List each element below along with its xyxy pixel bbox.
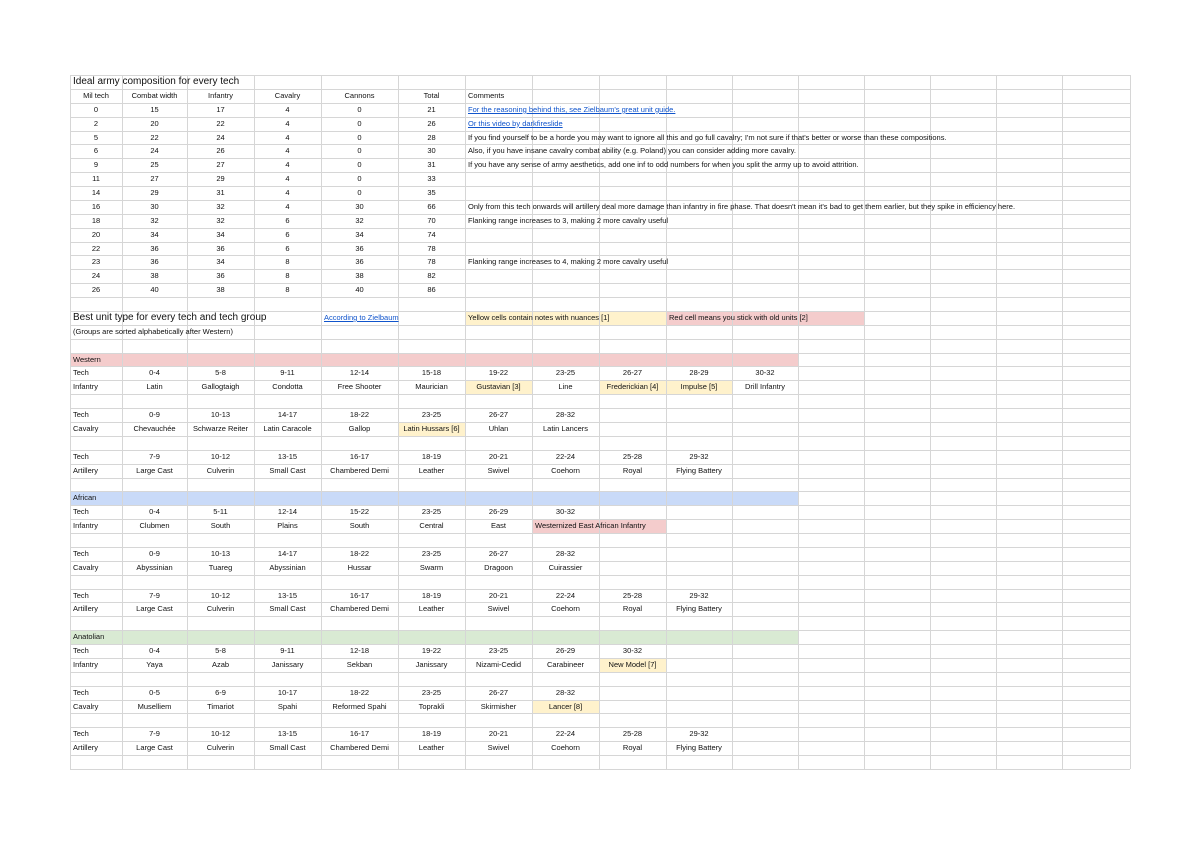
tech-range: 18-22 [349,548,370,558]
table-cell: 2 [93,118,99,128]
tech-range: 15-22 [349,507,370,517]
table-cell: 4 [285,146,290,156]
unit-name: Latin Caracole [263,424,312,433]
table-cell: 4 [285,104,290,114]
tech-range: 22-24 [555,590,576,600]
unit-name: Maurician [415,382,448,392]
table-cell: 30 [150,201,159,211]
tech-range: 0-5 [149,687,160,697]
grid-hline [70,769,1130,770]
tech-range: 18-22 [349,410,370,420]
unit-name: Small Cast [269,604,306,614]
tech-range: 13-15 [277,729,298,739]
table-cell: 36 [355,257,364,267]
tech-range: 13-15 [277,451,298,461]
tech-range: 23-25 [421,410,442,420]
tech-range: 20-21 [488,729,509,739]
table-cell: 15 [150,104,159,114]
unit-name: Coehorn [551,465,580,475]
unit-name: Culverin [206,604,235,614]
table-cell: 32 [150,215,159,225]
unit-name: Large Cast [136,465,173,475]
unit-name: Gallop [348,424,371,433]
row-label: Tech [73,687,89,697]
table-cell: 11 [92,174,100,184]
tech-range: 25-28 [622,451,643,461]
unit-name: Gustavian [3] [476,382,521,392]
table-cell: 31 [216,188,225,198]
table-cell: 34 [216,257,225,267]
unit-name: Swarm [419,562,444,572]
table-cell: 6 [93,146,99,156]
tech-range: 0-4 [149,507,160,517]
unit-name: Large Cast [136,743,173,753]
row-label: Tech [73,590,89,600]
comment-text: If you have any sense of army aesthetics, add one inf to odd numbers for when you split the army up to avoid attrition. [468,160,859,170]
table-cell: 31 [427,160,436,170]
row-label: Cavalry [73,562,99,572]
unit-name: Swivel [487,465,510,475]
tech-range: 26-29 [555,646,576,656]
tech-range: 23-25 [421,548,442,558]
row-label: Tech [73,410,89,420]
table-cell: 74 [427,229,436,239]
table-cell: 33 [427,174,436,184]
tech-range: 12-18 [349,646,370,656]
tech-range: 25-28 [622,590,643,600]
table-cell: 34 [150,229,159,239]
grid-hline [70,575,1130,576]
unit-name: Flying Battery [676,604,722,614]
unit-name: Dragoon [484,562,513,572]
table-cell: 66 [427,201,436,211]
column-header: Cannons [344,90,375,100]
comment-text: Flanking range increases to 3, making 2 more cavalry useful [468,215,669,225]
tech-range: 30-32 [755,368,775,378]
tech-range: 14-17 [277,548,298,558]
row-label: Cavalry [73,701,99,711]
unit-name: Flying Battery [676,743,722,753]
tech-range: 0-4 [149,368,160,378]
table-cell: 26 [91,285,101,295]
row-label: Tech [73,729,89,739]
comment-link[interactable]: Or this video by darkfireslide [468,118,563,128]
row-label: Infantry [73,521,99,531]
table-cell: 22 [91,243,101,253]
table-cell: 16 [91,201,101,211]
unit-name: Abyssinian [269,562,306,572]
comment-text: Flanking range increases to 4, making 2 more cavalry useful [468,257,669,267]
unit-name: Leather [418,743,445,753]
table-cell: 38 [355,271,364,281]
grid-hline [70,672,1130,673]
unit-name: Chambered Demi [330,743,389,753]
table-cell: 27 [150,174,159,184]
tech-range: 10-13 [210,410,231,420]
row-label: Tech [73,646,89,656]
unit-name: Azab [211,659,230,669]
tech-range: 26-27 [488,687,509,697]
table-cell: 26 [427,118,436,128]
table-cell: 0 [357,146,362,156]
unit-name: Hussar [347,562,372,572]
grid-hline [70,713,1130,714]
unit-name: Culverin [206,743,235,753]
unit-name: Latin Lancers [542,424,589,433]
tech-range: 20-21 [488,451,509,461]
table-cell: 17 [216,104,225,114]
tech-range: 10-12 [210,729,231,739]
table-cell: 9 [93,160,99,170]
unit-name: Swivel [487,604,510,614]
unit-name: Muselliem [137,701,172,711]
table-cell: 4 [285,174,290,184]
unit-name: Sekban [346,659,373,669]
unit-name: Plains [277,521,298,531]
table-cell: 36 [150,243,159,253]
grid-hline [70,630,1130,631]
tech-range: 18-19 [421,729,442,739]
table-cell: 30 [355,201,364,211]
unit-name: Carabineer [546,659,585,669]
table-cell: 21 [427,104,436,114]
unit-name: Janissary [415,659,448,669]
legend-yellow: Yellow cells contain notes with nuances [1] [468,312,610,322]
unit-name: Small Cast [269,465,306,475]
tech-range: 5-8 [215,646,226,656]
tech-range: 28-32 [555,410,576,420]
composition-title: Ideal army composition for every tech [73,76,240,87]
tech-range: 10-17 [277,687,298,697]
row-label: Infantry [73,659,99,669]
tech-range: 30-32 [622,646,643,656]
tech-range: 20-21 [488,590,509,600]
row-label: Cavalry [73,424,99,433]
table-cell: 34 [216,229,225,239]
table-cell: 0 [357,188,362,198]
tech-range: 10-12 [210,590,231,600]
table-cell: 40 [355,285,364,295]
column-header: Combat width [131,90,178,100]
unit-name: Central [419,521,444,531]
unit-name: Reformed Spahi [332,701,387,711]
row-label: Artillery [73,604,99,614]
legend-red: Red cell means you stick with old units [2] [669,312,808,322]
comment-link[interactable]: For the reasoning behind this, see Zielbaum's great unit guide. [468,104,676,114]
grid-hline [70,755,1130,756]
tech-range: 18-22 [349,687,370,697]
tech-range: 19-22 [421,646,442,656]
table-cell: 25 [150,160,159,170]
comment-text: Also, if you have insane cavalry combat ability (e.g. Poland) you can consider adding more cavalry. [468,146,796,156]
tech-range: 30-32 [555,507,576,517]
unit-name: Chambered Demi [330,465,389,475]
row-label: Tech [73,507,89,517]
table-cell: 36 [216,271,225,281]
table-cell: 22 [216,118,225,128]
table-cell: 32 [216,201,225,211]
table-cell: 0 [357,174,362,184]
table-cell: 6 [285,215,290,225]
unit-name: Latin Hussars [6] [403,424,460,433]
group-name: Anatolian [73,632,105,642]
table-cell: 38 [216,285,225,295]
tech-range: 29-32 [689,729,709,739]
tech-range: 26-27 [488,548,509,558]
unit-name: Schwarze Reiter [192,424,249,433]
unit-name: Gallogtaigh [201,382,240,392]
table-cell: 27 [216,160,225,170]
table-cell: 0 [93,104,99,114]
tech-range: 28-32 [555,548,576,558]
table-cell: 28 [427,132,436,142]
tech-range: 26-27 [622,368,643,378]
tech-range: 16-17 [349,590,370,600]
tech-range: 23-25 [555,368,576,378]
table-cell: 36 [216,243,225,253]
unit-name: Line [558,382,573,392]
unit-name: Abyssinian [136,562,173,572]
comment-text: If you find yourself to be a horde you may want to ignore all this and go full cavalry; I'm not sure if that's better or worse than these compositions. [468,132,947,142]
unit-name: New Model [7] [608,659,657,669]
table-cell: 23 [91,257,101,267]
table-cell: 24 [216,132,225,142]
unit-name: Leather [418,604,445,614]
table-cell: 36 [150,257,159,267]
tech-range: 9-11 [280,368,295,378]
column-header: Total [423,90,440,100]
table-cell: 78 [427,243,436,253]
table-cell: 26 [216,146,225,156]
unit-name: Lancer [8] [548,701,583,711]
unit-name: Leather [418,465,445,475]
tech-range: 22-24 [555,451,576,461]
table-cell: 8 [285,271,290,281]
table-cell: 29 [150,188,159,198]
tech-range: 0-9 [149,410,160,420]
comment-text: Only from this tech onwards will artillery deal more damage than infantry in fire phase. That doesn't mean it's bad to get them earlier, but they spike in efficiency here. [468,201,1016,211]
table-cell: 0 [357,104,362,114]
row-label: Tech [73,368,89,378]
group-name: Western [73,354,101,364]
tech-range: 13-15 [277,590,298,600]
units-subtitle: (Groups are sorted alphabetically after Western) [73,326,233,336]
unit-name: Flying Battery [676,465,722,475]
unit-name: Janissary [271,659,304,669]
tech-range: 10-13 [210,548,231,558]
table-cell: 8 [285,285,290,295]
tech-range: 23-25 [488,646,509,656]
row-label: Infantry [73,382,99,392]
grid-hline [70,353,1130,354]
table-cell: 0 [357,160,362,170]
table-cell: 22 [150,132,159,142]
row-label: Artillery [73,465,99,475]
table-cell: 86 [427,285,436,295]
table-cell: 18 [91,215,101,225]
tech-range: 0-4 [149,646,160,656]
unit-name: Royal [622,465,643,475]
tech-range: 15-18 [421,368,442,378]
units-title: Best unit type for every tech and tech group [73,311,267,323]
table-cell: 8 [285,257,290,267]
unit-name: Large Cast [136,604,173,614]
table-cell: 24 [150,146,159,156]
tech-range: 28-29 [689,368,709,378]
table-cell: 20 [91,229,101,239]
table-cell: 0 [357,132,362,142]
unit-name: Impulse [5] [680,382,718,392]
tech-range: 29-32 [689,451,709,461]
table-cell: 4 [285,132,290,142]
tech-range: 26-29 [488,507,509,517]
tech-range: 12-14 [349,368,370,378]
unit-name: Swivel [487,743,510,753]
unit-name: Coehorn [551,604,580,614]
unit-name: South [210,521,231,531]
grid-hline [70,297,1130,298]
table-cell: 30 [427,146,436,156]
unit-name: Uhlan [488,424,509,433]
group-name: African [73,493,97,503]
unit-name: Toprakli [418,701,445,711]
unit-name: Nizami-Cedid [475,659,521,669]
source-link[interactable]: According to Zielbaum [324,312,399,322]
tech-range: 25-28 [622,729,643,739]
table-cell: 29 [216,174,225,184]
table-cell: 4 [285,160,290,170]
unit-name: Skirmisher [480,701,517,711]
grid-vline [1130,75,1131,769]
unit-name: Condotta [272,382,303,392]
tech-range: 5-11 [213,507,228,517]
tech-range: 7-9 [149,451,160,461]
table-cell: 4 [285,188,290,198]
grid-hline [70,533,1130,534]
table-cell: 4 [285,201,290,211]
tech-range: 28-32 [555,687,576,697]
table-cell: 35 [427,188,436,198]
table-cell: 32 [355,215,364,225]
table-cell: 6 [285,243,290,253]
table-cell: 40 [150,285,159,295]
unit-name: Chevauchée [133,424,176,433]
table-cell: 20 [150,118,159,128]
tech-range: 19-22 [488,368,509,378]
unit-name: Royal [622,743,643,753]
tech-range: 16-17 [349,729,370,739]
tech-range: 10-12 [210,451,231,461]
unit-name: Chambered Demi [330,604,389,614]
unit-name: Tuareg [208,562,233,572]
unit-name: Royal [622,604,643,614]
grid-hline [70,436,1130,437]
tech-range: 9-11 [280,646,295,656]
table-cell: 82 [427,271,436,281]
table-cell: 38 [150,271,159,281]
unit-name: Clubmen [139,521,170,531]
tech-range: 22-24 [555,729,576,739]
table-cell: 32 [216,215,225,225]
unit-name: South [349,521,370,531]
unit-name: Spahi [277,701,298,711]
table-cell: 78 [427,257,436,267]
tech-range: 0-9 [149,548,160,558]
tech-range: 7-9 [149,590,160,600]
unit-name: Free Shooter [337,382,382,392]
unit-name: Culverin [206,465,235,475]
grid-hline [70,478,1130,479]
tech-range: 23-25 [421,687,442,697]
column-header: Mil tech [83,90,109,100]
tech-range: 5-8 [215,368,226,378]
tech-range: 12-14 [277,507,298,517]
unit-name: Small Cast [269,743,306,753]
unit-name: Latin [146,382,163,392]
tech-range: 29-32 [689,590,709,600]
grid-hline [70,394,1130,395]
table-cell: 0 [357,118,362,128]
tech-range: 18-19 [421,590,442,600]
grid-hline [70,491,1130,492]
tech-range: 18-19 [421,451,442,461]
unit-name: East [490,521,506,531]
tech-range: 16-17 [349,451,370,461]
unit-name: Westernized East African Infantry [535,521,646,531]
table-cell: 34 [355,229,364,239]
unit-name: Coehorn [551,743,580,753]
tech-range: 14-17 [277,410,298,420]
unit-name: Timariot [207,701,234,711]
row-label: Tech [73,548,89,558]
column-header: Infantry [207,90,233,100]
tech-range: 23-25 [421,507,442,517]
column-header: Cavalry [274,90,301,100]
table-cell: 14 [91,188,101,198]
table-cell: 4 [285,118,290,128]
table-cell: 36 [355,243,364,253]
column-header: Comments [468,90,505,100]
table-cell: 6 [285,229,290,239]
row-label: Artillery [73,743,99,753]
table-cell: 24 [91,271,101,281]
unit-name: Frederickian [4] [606,382,659,392]
unit-name: Yaya [146,659,163,669]
table-cell: 70 [427,215,436,225]
grid-hline [70,616,1130,617]
tech-range: 7-9 [149,729,160,739]
row-label: Tech [73,451,89,461]
tech-range: 6-9 [215,687,226,697]
unit-name: Cuirassier [548,562,583,572]
spreadsheet [70,75,1130,769]
table-cell: 5 [93,132,99,142]
grid-hline [70,339,1130,340]
tech-range: 26-27 [488,410,509,420]
unit-name: Drill Infantry [744,382,785,392]
